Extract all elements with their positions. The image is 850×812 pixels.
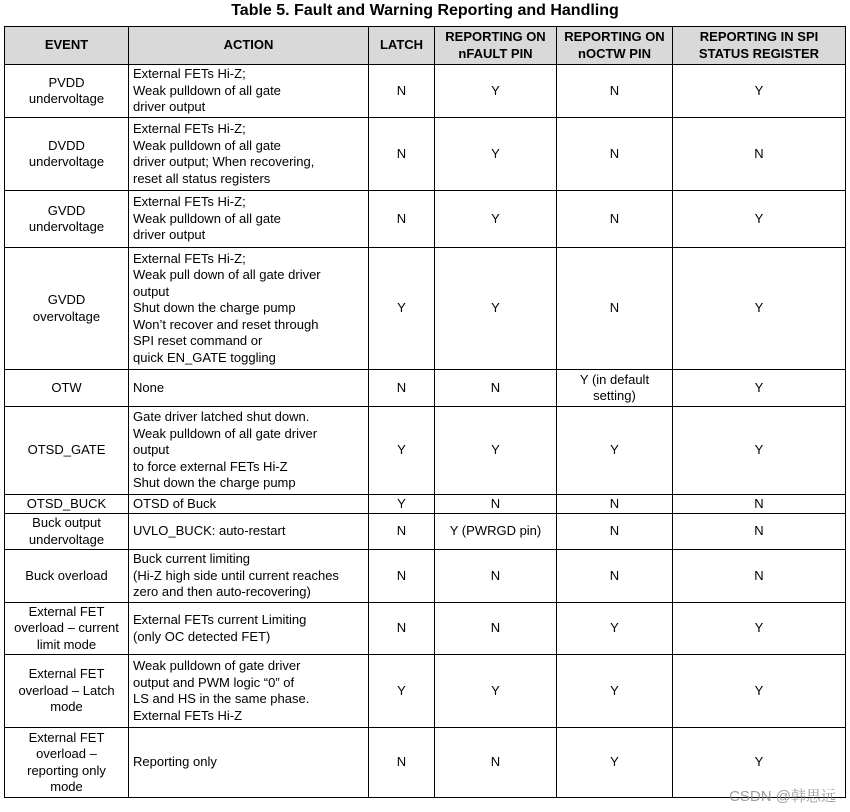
nfault-cell-line: Y bbox=[491, 145, 500, 161]
latch-cell: N bbox=[369, 191, 435, 248]
action-cell-line: OTSD of Buck bbox=[133, 495, 217, 511]
action-cell-line: Weak pulldown of all gate bbox=[133, 137, 281, 153]
event-cell-line: overload – bbox=[36, 746, 97, 761]
noctw-cell-line: N bbox=[609, 82, 620, 98]
spi-cell: Y bbox=[673, 370, 846, 407]
nfault-cell-line: Y bbox=[491, 442, 500, 458]
event-cell-line: overload – Latch bbox=[18, 682, 115, 698]
noctw-cell-line: Y bbox=[610, 620, 619, 636]
action-cell-line: External FETs current Limiting bbox=[133, 612, 307, 627]
spi-cell: N bbox=[673, 550, 846, 603]
nfault-cell bbox=[435, 728, 557, 798]
action-cell-line: External FETs Hi-Z bbox=[133, 707, 243, 723]
nfault-cell bbox=[435, 65, 557, 118]
table-row bbox=[5, 191, 846, 248]
action-cell-line: driver output; When recovering, bbox=[133, 154, 315, 169]
nfault-cell-line: N bbox=[490, 379, 501, 395]
event-cell-line: GVDD bbox=[47, 292, 86, 307]
watermark: CSDN @韩思远 bbox=[729, 788, 836, 805]
spi-cell: N bbox=[673, 514, 846, 550]
table-row bbox=[5, 603, 846, 655]
event-cell-line: DVDD bbox=[48, 137, 85, 153]
nfault-cell bbox=[435, 248, 557, 370]
action-cell-line: UVLO_BUCK: auto-restart bbox=[133, 523, 286, 539]
event-cell-line: reporting only bbox=[27, 762, 106, 778]
header-noctw bbox=[557, 27, 673, 65]
action-cell-line: reset all status registers bbox=[133, 170, 271, 186]
table-row bbox=[5, 550, 846, 603]
noctw-cell-line: N bbox=[609, 567, 620, 583]
spi-cell: N bbox=[673, 118, 846, 191]
event-cell-line: undervoltage bbox=[28, 531, 105, 547]
nfault-cell bbox=[435, 407, 557, 495]
noctw-cell bbox=[557, 603, 673, 655]
action-cell-line: Won’t recover and reset through bbox=[133, 316, 319, 332]
header-row bbox=[5, 27, 846, 65]
event-cell bbox=[5, 191, 129, 248]
noctw-cell-line: Y bbox=[610, 682, 619, 698]
nfault-cell bbox=[435, 370, 557, 407]
latch-cell: N bbox=[369, 550, 435, 603]
nfault-cell bbox=[435, 118, 557, 191]
action-cell bbox=[129, 514, 369, 550]
table-title: Table 5. Fault and Warning Reporting and Handling bbox=[231, 2, 619, 19]
nfault-cell-line: Y bbox=[491, 210, 500, 226]
action-cell-line: Shut down the charge pump bbox=[133, 300, 296, 316]
noctw-cell-line: Y bbox=[610, 442, 619, 458]
table-row bbox=[5, 118, 846, 191]
latch-cell: N bbox=[369, 514, 435, 550]
spi-cell: Y bbox=[673, 407, 846, 495]
action-cell bbox=[129, 603, 369, 655]
event-cell-line: External FET bbox=[28, 603, 105, 619]
nfault-cell-line: Y bbox=[491, 300, 500, 316]
action-cell-line: (Hi-Z high side until current reaches bbox=[133, 567, 339, 583]
action-cell-line: None bbox=[133, 379, 165, 395]
event-cell bbox=[5, 495, 129, 514]
action-cell bbox=[129, 655, 369, 728]
header-spi-line: STATUS REGISTER bbox=[698, 45, 820, 61]
noctw-cell bbox=[557, 495, 673, 514]
noctw-cell bbox=[557, 65, 673, 118]
event-cell-line: overload – current bbox=[14, 620, 119, 636]
nfault-cell-line: N bbox=[490, 620, 501, 636]
event-cell bbox=[5, 728, 129, 798]
action-cell-line: Weak pulldown of all gate driver bbox=[133, 425, 318, 441]
header-event: EVENT bbox=[5, 27, 129, 65]
spi-cell: Y bbox=[673, 603, 846, 655]
nfault-cell-line: N bbox=[490, 754, 501, 770]
action-cell-line: driver output bbox=[133, 99, 206, 115]
event-cell bbox=[5, 407, 129, 495]
noctw-cell-line: N bbox=[609, 523, 620, 539]
action-cell-line: Gate driver latched shut down. bbox=[133, 409, 310, 425]
noctw-cell bbox=[557, 370, 673, 407]
noctw-cell bbox=[557, 655, 673, 728]
table-row bbox=[5, 514, 846, 550]
action-cell-line: External FETs Hi-Z; bbox=[133, 194, 246, 210]
spi-cell: Y bbox=[673, 728, 846, 798]
nfault-cell bbox=[435, 655, 557, 728]
header-latch: LATCH bbox=[369, 27, 435, 65]
action-cell bbox=[129, 118, 369, 191]
action-cell-line: to force external FETs Hi-Z bbox=[133, 458, 288, 474]
latch-cell: Y bbox=[369, 655, 435, 728]
nfault-cell-line: Y bbox=[491, 82, 500, 98]
noctw-cell-line: setting) bbox=[593, 388, 636, 403]
action-cell-line: output bbox=[133, 283, 170, 299]
action-cell bbox=[129, 370, 369, 407]
header-noctw-line: nOCTW PIN bbox=[578, 45, 651, 61]
event-cell bbox=[5, 248, 129, 370]
action-cell-line: LS and HS in the same phase. bbox=[133, 691, 310, 706]
event-cell-line: overvoltage bbox=[32, 308, 101, 324]
noctw-cell-line: Y bbox=[610, 754, 619, 770]
nfault-cell-line: N bbox=[490, 567, 501, 583]
noctw-cell-line: N bbox=[609, 210, 620, 226]
spi-cell: Y bbox=[673, 655, 846, 728]
event-cell-line: Buck overload bbox=[25, 567, 108, 583]
latch-cell: N bbox=[369, 65, 435, 118]
action-cell bbox=[129, 728, 369, 798]
event-cell-line: External FET bbox=[28, 729, 105, 745]
header-spi bbox=[673, 27, 846, 65]
action-cell-line: Weak pulldown of all gate bbox=[133, 210, 281, 226]
table-row bbox=[5, 65, 846, 118]
action-cell bbox=[129, 550, 369, 603]
action-cell-line: output and PWM logic “0” of bbox=[133, 674, 295, 690]
latch-cell: Y bbox=[369, 407, 435, 495]
table-row bbox=[5, 248, 846, 370]
noctw-cell-line: N bbox=[609, 495, 620, 511]
event-cell-line: External FET bbox=[28, 666, 105, 682]
action-cell-line: output bbox=[133, 442, 170, 458]
latch-cell: N bbox=[369, 603, 435, 655]
spi-cell: Y bbox=[673, 191, 846, 248]
action-cell-line: Weak pulldown of gate driver bbox=[133, 658, 301, 673]
action-cell bbox=[129, 65, 369, 118]
table-row bbox=[5, 495, 846, 514]
spi-cell: Y bbox=[673, 248, 846, 370]
noctw-cell-line: N bbox=[609, 145, 620, 161]
event-cell bbox=[5, 603, 129, 655]
table-row bbox=[5, 370, 846, 407]
event-cell bbox=[5, 655, 129, 728]
action-cell-line: Weak pulldown of all gate bbox=[133, 82, 281, 98]
action-cell-line: Shut down the charge pump bbox=[133, 475, 296, 491]
nfault-cell bbox=[435, 495, 557, 514]
noctw-cell bbox=[557, 407, 673, 495]
event-cell-line: Buck output bbox=[32, 515, 101, 530]
nfault-cell bbox=[435, 550, 557, 603]
fault-warning-table bbox=[4, 26, 846, 798]
action-cell bbox=[129, 407, 369, 495]
nfault-cell bbox=[435, 603, 557, 655]
noctw-cell bbox=[557, 550, 673, 603]
nfault-cell-line: N bbox=[490, 495, 501, 511]
event-cell-line: OTW bbox=[51, 379, 82, 395]
event-cell bbox=[5, 370, 129, 407]
action-cell-line: External FETs Hi-Z; bbox=[133, 66, 246, 82]
table-row bbox=[5, 655, 846, 728]
action-cell-line: zero and then auto-recovering) bbox=[133, 584, 311, 600]
header-noctw-line: REPORTING ON bbox=[564, 29, 665, 44]
latch-cell: N bbox=[369, 728, 435, 798]
event-cell-line: mode bbox=[50, 779, 83, 794]
event-cell-line: undervoltage bbox=[28, 91, 105, 106]
action-cell-line: External FETs Hi-Z; bbox=[133, 121, 246, 136]
header-nfault-line: REPORTING ON bbox=[445, 29, 546, 44]
header-action: ACTION bbox=[129, 27, 369, 65]
action-cell-line: Reporting only bbox=[133, 754, 217, 770]
spi-cell: Y bbox=[673, 65, 846, 118]
action-cell-line: Buck current limiting bbox=[133, 551, 251, 567]
event-cell-line: GVDD bbox=[47, 202, 86, 218]
action-cell-line: driver output bbox=[133, 227, 206, 243]
latch-cell: N bbox=[369, 118, 435, 191]
event-cell bbox=[5, 65, 129, 118]
event-cell bbox=[5, 118, 129, 191]
header-nfault bbox=[435, 27, 557, 65]
noctw-cell bbox=[557, 248, 673, 370]
noctw-cell-line: N bbox=[609, 300, 620, 316]
event-cell-line: OTSD_BUCK bbox=[26, 495, 107, 511]
noctw-cell-line: Y (in default bbox=[579, 371, 650, 387]
action-cell-line: SPI reset command or bbox=[133, 333, 263, 349]
spi-cell: N bbox=[673, 495, 846, 514]
nfault-cell-line: Y bbox=[491, 682, 500, 698]
nfault-cell-line: Y (PWRGD pin) bbox=[449, 523, 542, 539]
event-cell-line: mode bbox=[50, 699, 83, 715]
action-cell-line: External FETs Hi-Z; bbox=[133, 250, 246, 266]
action-cell-line: Weak pull down of all gate driver bbox=[133, 267, 321, 283]
header-nfault-line: nFAULT PIN bbox=[458, 45, 533, 61]
table-row bbox=[5, 728, 846, 798]
action-cell bbox=[129, 191, 369, 248]
table-row bbox=[5, 407, 846, 495]
noctw-cell bbox=[557, 728, 673, 798]
action-cell bbox=[129, 495, 369, 514]
latch-cell: Y bbox=[369, 248, 435, 370]
event-cell-line: undervoltage bbox=[28, 154, 105, 169]
nfault-cell bbox=[435, 514, 557, 550]
event-cell-line: PVDD bbox=[48, 74, 85, 90]
nfault-cell bbox=[435, 191, 557, 248]
noctw-cell bbox=[557, 191, 673, 248]
latch-cell: N bbox=[369, 370, 435, 407]
noctw-cell bbox=[557, 514, 673, 550]
event-cell-line: limit mode bbox=[36, 636, 97, 652]
event-cell bbox=[5, 550, 129, 603]
action-cell-line: quick EN_GATE toggling bbox=[133, 349, 276, 365]
event-cell-line: OTSD_GATE bbox=[27, 442, 106, 458]
action-cell bbox=[129, 248, 369, 370]
latch-cell: Y bbox=[369, 495, 435, 514]
action-cell-line: (only OC detected FET) bbox=[133, 628, 271, 644]
event-cell bbox=[5, 514, 129, 550]
noctw-cell bbox=[557, 118, 673, 191]
header-spi-line: REPORTING IN SPI bbox=[699, 29, 819, 44]
event-cell-line: undervoltage bbox=[28, 219, 105, 234]
